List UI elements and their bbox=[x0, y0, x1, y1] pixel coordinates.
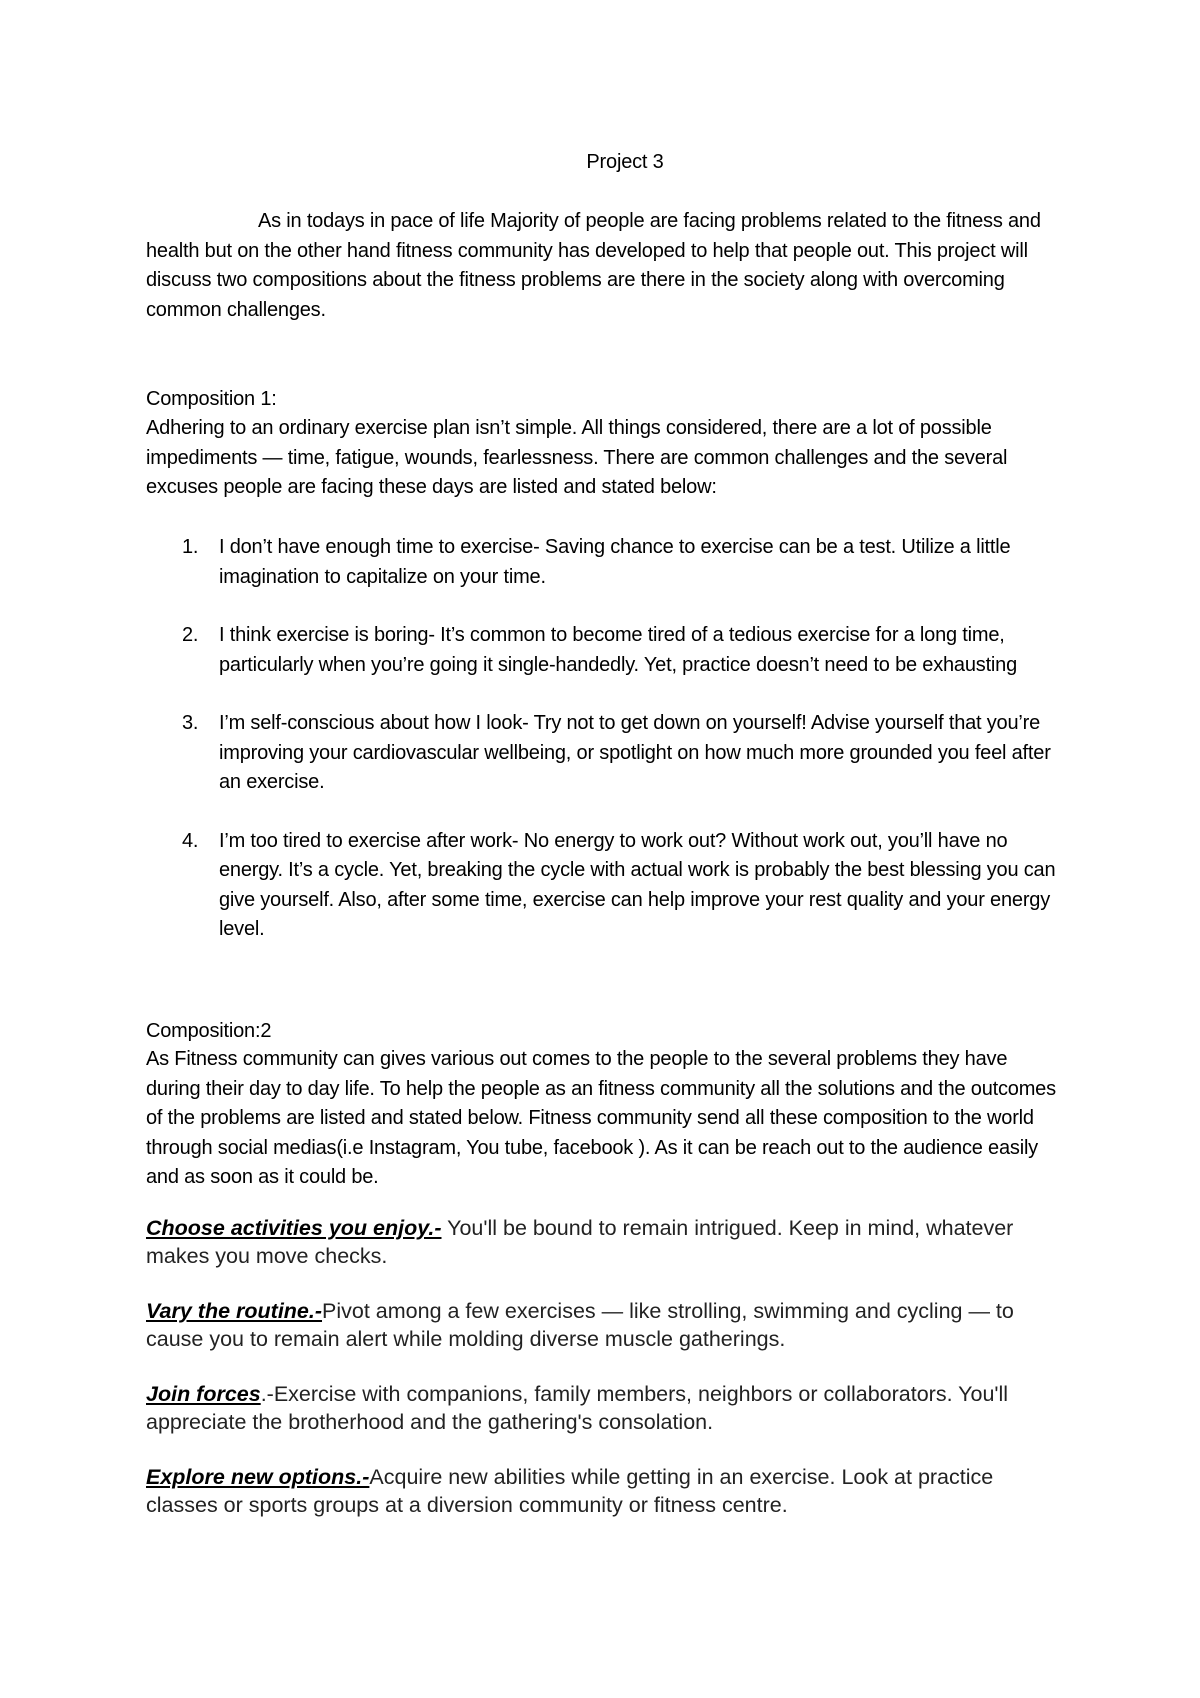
tip-item bbox=[146, 1380, 1066, 1436]
list-item bbox=[146, 533, 1066, 592]
composition1-paragraph: Adhering to an ordinary exercise plan isn’t simple. All things considered, there are a lot of possible impediments — time, fatigue, wounds, fearlessness. There are common challenges and the several excuses people are facing these days are listed and stated below: bbox=[146, 417, 1008, 498]
tip-text: .-Exercise with companions, family members, neighbors or collaborators. You'll appreciate the brotherhood and the gathering's consolation. bbox=[146, 1382, 1009, 1434]
tip-text: Pivot among a few exercises — like strolling, swimming and cycling — to cause you to remain alert while molding diverse muscle gatherings. bbox=[146, 1299, 1014, 1351]
list-item-number: 3. bbox=[182, 712, 199, 734]
tip-item bbox=[146, 1297, 1066, 1353]
list-item bbox=[146, 827, 1066, 945]
list-item-number: 1. bbox=[182, 536, 199, 558]
intro-paragraph: As in todays in pace of life Majority of people are facing problems related to the fitness and health but on the other hand fitness community has developed to help that people out. This project will discuss two compositions about the fitness problems are there in the society along with overcoming common challenges. bbox=[146, 210, 1041, 321]
list-item bbox=[146, 709, 1066, 798]
tip-title: Choose activities you enjoy.- bbox=[146, 1216, 442, 1240]
composition2-paragraph: As Fitness community can gives various out comes to the people to the several problems they have during their day to day life. To help the people as an fitness community all the solutions and the outcomes of the problems are listed and stated below. Fitness community send all these composition to the world through social medias(i.e Instagram, You tube, facebook ). As it can be reach out to the audience easily and as soon as it could be. bbox=[146, 1048, 1056, 1188]
document-title: Project 3 bbox=[586, 151, 664, 173]
tips-section bbox=[146, 1214, 1066, 1546]
list-item-text: I’m self-conscious about how I look- Try not to get down on yourself! Advise yourself that you’re improving your cardiovascular wellbeing, or spotlight on how much more grounded you feel after an exercise. bbox=[219, 712, 1051, 793]
excuses-list bbox=[146, 533, 1066, 974]
tip-text: You'll be bound to remain intrigued. Keep in mind, whatever makes you move checks. bbox=[146, 1216, 1014, 1268]
composition1-heading: Composition 1: bbox=[146, 388, 277, 410]
tip-item bbox=[146, 1214, 1066, 1270]
tip-title: Explore new options.- bbox=[146, 1465, 370, 1489]
tip-item bbox=[146, 1463, 1066, 1519]
list-item bbox=[146, 621, 1066, 680]
list-item-text: I’m too tired to exercise after work- No energy to work out? Without work out, you’ll have no energy. It’s a cycle. Yet, breaking the cycle with actual work is probably the best blessing you can give yourself. Also, after some time, exercise can help improve your rest quality and your energy level. bbox=[219, 829, 1056, 940]
list-item-number: 4. bbox=[182, 829, 199, 852]
list-item-number: 2. bbox=[182, 624, 199, 646]
list-item-text: I don’t have enough time to exercise- Saving chance to exercise can be a test. Utilize a little imagination to capitalize on your time. bbox=[219, 536, 1011, 588]
tip-text: Acquire new abilities while getting in an exercise. Look at practice classes or sports groups at a diversion community or fitness centre. bbox=[146, 1465, 994, 1517]
tip-title: Vary the routine.- bbox=[146, 1299, 323, 1323]
composition2-heading: Composition:2 bbox=[146, 1020, 272, 1042]
list-item-text: I think exercise is boring- It’s common to become tired of a tedious exercise for a long time, particularly when you’re going it single-handedly. Yet, practice doesn’t need to be exhausting bbox=[219, 624, 1018, 676]
tip-title: Join forces bbox=[146, 1382, 261, 1406]
